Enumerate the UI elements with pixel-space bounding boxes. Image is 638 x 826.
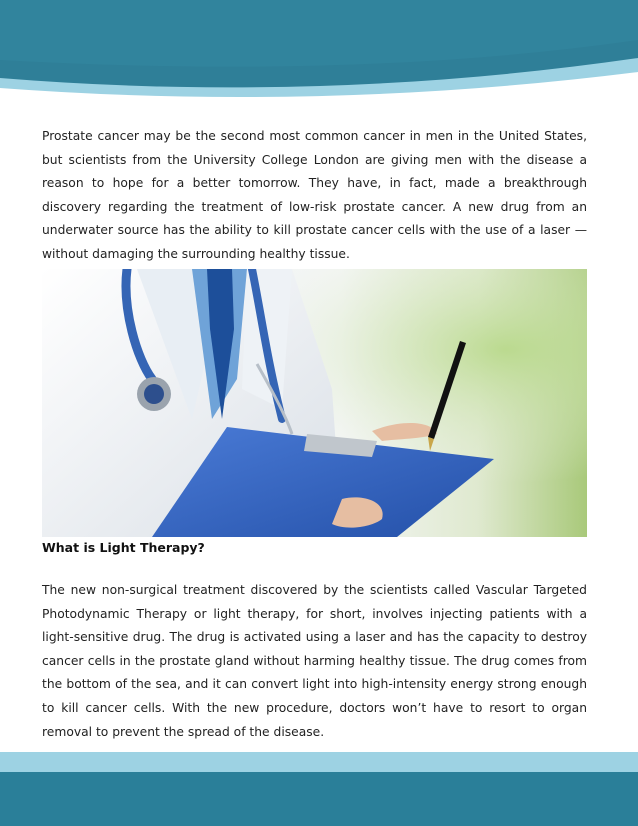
section-paragraph: The new non-surgical treatment discovered by the scientists called Vascular Targeted Photodynamic Therapy or light therapy, for short, involves injecting patients with a light-sensitive drug. The drug is activated using a laser and has the capacity to destroy cancer cells in the prostate gland without harming healthy tissue. The drug comes from the bottom of the sea, and it can convert light into high-intensity energy strong enough to kill cancer cells. With the new procedure, doctors won’t have to resort to organ removal to prevent the spread of the disease. bbox=[42, 583, 587, 739]
doctor-clipboard-photo bbox=[42, 269, 587, 537]
section-heading: What is Light Therapy? bbox=[42, 540, 205, 555]
footer-band bbox=[0, 752, 638, 826]
header-band bbox=[0, 0, 638, 110]
footer-dark-stripe bbox=[0, 772, 638, 826]
header-wave-shape bbox=[0, 0, 638, 110]
footer-light-stripe bbox=[0, 752, 638, 772]
intro-paragraph: Prostate cancer may be the second most common cancer in men in the United States, but scientists from the University College London are giving men with the disease a reason to hope for a better tomorrow. They have, in fact, made a breakthrough discovery regarding the treatment of low-risk prostate cancer. A new drug from an underwater source has the ability to kill prostate cancer cells with the use of a laser — without damaging the surrounding healthy tissue. bbox=[42, 129, 587, 261]
